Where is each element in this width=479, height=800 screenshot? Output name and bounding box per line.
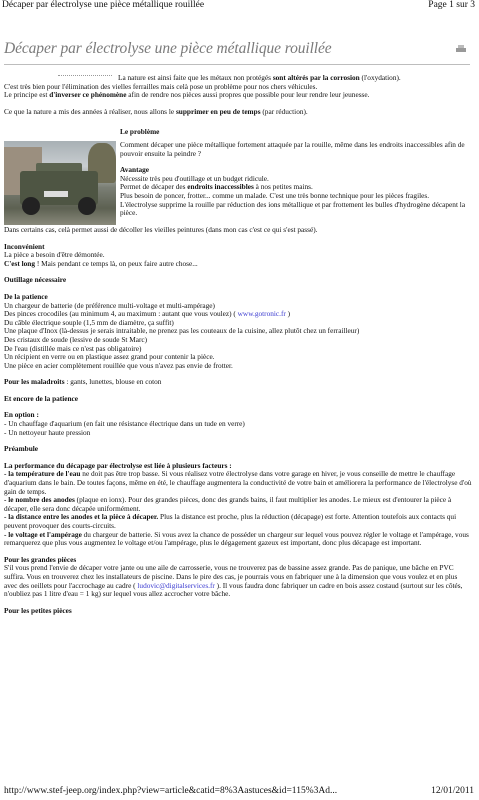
facteur-voltage: - le voltage et l'ampérage du chargeur de batterie. Si vous avez la chance de posséder un chargeur sur lequel vous pouvez régler le voltage et l'ampérage, vous remarquerez que plus vous augmentez le voltage et/ou l'ampérage, plus le dégagement gazeux est important, donc plus décapage est important. — [4, 529, 469, 548]
avantage-line-2: Permet de décaper des endroits inaccessibles à nos petites mains. — [120, 182, 313, 192]
inconvenient-line-1: La pièce a besoin d'être démontée. — [4, 250, 105, 260]
intro-line-4: Ce que la nature a mis des années à réaliser, nous allons le supprimer en peu de temps (par réduction). — [4, 106, 308, 116]
avantage-line-3: Plus besoin de poncer, frotter... comme un malade. C'est une très bonne technique pour les pièces fragiles. — [120, 190, 430, 200]
option-item: - Un chauffage d'aquarium (en fait une résistance électrique dans un tude en verre) — [4, 419, 245, 429]
option-heading: En option : — [4, 410, 39, 420]
title-divider — [4, 64, 470, 65]
outillage-item-pinces: Des pinces crocodiles (au minimum 4, au maximum : autant que vous voulez) ( www.gotronic.fr ) — [4, 309, 291, 319]
preambule-subheading: La performance du décapage par électrolyse est liée à plusieurs facteurs : — [4, 460, 232, 470]
outillage-item: Un chargeur de batterie (de préférence multi-voltage et multi-ampérage) — [4, 300, 215, 310]
jeep-photo — [4, 141, 116, 225]
avantage-line-4: L'électrolyse supprime la rouille par réduction des ions métallique et par frottement les bulles d'hydrogène décapent la pièce. — [120, 199, 466, 218]
intro-line-3: Le principe est d'inverser ce phénomène afin de rendre nos pièces aussi propres que possible pour leur rendre leur jeunesse. — [4, 90, 370, 100]
grandes-pieces-heading: Pour les grandes pièces — [4, 554, 77, 564]
footer-date: 12/01/2011 — [431, 786, 474, 796]
article-title: Décaper par électrolyse une pièce métallique rouillée — [4, 40, 332, 57]
outillage-item: Un récipient en verre ou en plastique assez grand pour contenir la pièce. — [4, 352, 215, 362]
probleme-text: Comment décaper une pièce métallique fortement attaquée par la rouille, même dans les endroits inaccessibles afin de pouvoir ensuite la peindre ? — [120, 139, 465, 158]
outillage-heading: Outillage nécessaire — [4, 275, 67, 285]
gotronic-link[interactable]: www.gotronic.fr — [237, 309, 286, 319]
avantage-heading: Avantage — [120, 165, 150, 175]
print-footer — [4, 786, 474, 796]
facteur-anodes: - le nombre des anodes (plaque en ionx). Pour des grandes pièces, donc des grands bains, il faut multiplier les anodes. Le mieux est d'entourer la pièce à décaper, elle sera donc décapée uniformément. — [4, 495, 452, 513]
article-body — [4, 74, 472, 615]
intro-line-1: La nature est ainsi faite que les métaux non protégés sont altérés par la corrosion (l'oxydation). — [118, 73, 401, 82]
encore-heading: Et encore de la patience — [4, 393, 79, 403]
patience-heading: De la patience — [4, 291, 48, 301]
intro-line-2: C'est très bien pour l'élimination des vielles ferrailles mais celà pose un problème pour nos chers véhicules. — [4, 81, 318, 91]
facteur-distance: - la distance entre les anodes et la pièce à décaper. Plus la distance est proche, plus la réduction (décapage) est forte. Attention toutefois aux contacts qui peuvent provoquer des courts-circuits. — [4, 512, 457, 530]
inconvenient-heading: Inconvénient — [4, 241, 45, 251]
outillage-item: De l'eau (distillée mais ce n'est pas obligatoire) — [4, 343, 142, 353]
header-title: Décaper par électrolyse une pièce métallique rouillée — [2, 0, 205, 10]
print-header — [0, 0, 479, 14]
avantage-line-1: Nécessite très peu d'outillage et un budget ridicule. — [120, 173, 269, 183]
print-icon[interactable] — [456, 45, 466, 53]
facteur-temperature: - la température de l'eau ne doit pas être trop basse. Si vous réalisez votre électrolyse dans votre garage en hiver, je vous conseille de mettre le chauffage d'aquarium dans le bain. De toutes façons, même en été, le chauffage augmentera la conductivité de votre bain et améliorera la performance de l'électrolyse d'où gain de temps. — [4, 469, 472, 496]
email-link[interactable]: ludovic@digitalservices.fr — [137, 580, 215, 590]
outillage-item: Du câble électrique souple (1,5 mm de diamètre, ça suffit) — [4, 317, 174, 327]
preambule-heading: Préambule — [4, 444, 39, 454]
outillage-item: Une pièce en acier complètement rouillée que vous n'avez pas envie de frotter. — [4, 360, 233, 370]
probleme-heading: Le problème — [120, 127, 160, 137]
maladroits-line: Pour les maladroits : gants, lunettes, blouse en coton — [4, 377, 162, 387]
footer-url: http://www.stef-jeep.org/index.php?view=article&catid=8%3Aastuces&id=115%3Ad... — [4, 786, 338, 796]
grandes-pieces-text: S'il vous prend l'envie de décaper votre jante ou une aile de carrosserie, vous ne trouverez pas de bassine assez grande. Pas de panique, une bâche en PVC suffira. Vous en trouverez chez les installateurs de piscine. Dans le pire des cas, je pourrais vous en fabriquer une à la dimension que vous voulez et en plus avec des oeillets pour l'accrochage au cadre ( ludovic@digitalservices.fr ). Il vous faudra donc fabriquer un cadre en bois assez costaud (surtout sur les côtés, n'oubliez pas 1 litre d'eau = 1 kg) sur lequel vous allez accrocher votre bâche. — [4, 563, 463, 599]
avantage-line-5: Dans certains cas, celà permet aussi de décoller les vieilles peintures (dans mon cas c'est ce qui s'est passé). — [4, 224, 318, 234]
option-item: - Un nettoyeur haute pression — [4, 427, 91, 437]
probleme-section — [4, 128, 472, 137]
outillage-item: Des cristaux de soude (lessive de soude St Marc) — [4, 334, 148, 344]
petites-pieces-heading: Pour les petites pièces — [4, 605, 72, 615]
header-page-number: Page 1 sur 3 — [428, 0, 475, 10]
inconvenient-line-2: C'est long ! Mais pendant ce temps là, on peux faire autre chose... — [4, 258, 198, 268]
outillage-item: Une plaque d'Inox (là-dessus je serais intraitable, ne prenez pas les couteaux de la cuisine, allez plutôt chez un ferrailleur) — [4, 326, 360, 336]
